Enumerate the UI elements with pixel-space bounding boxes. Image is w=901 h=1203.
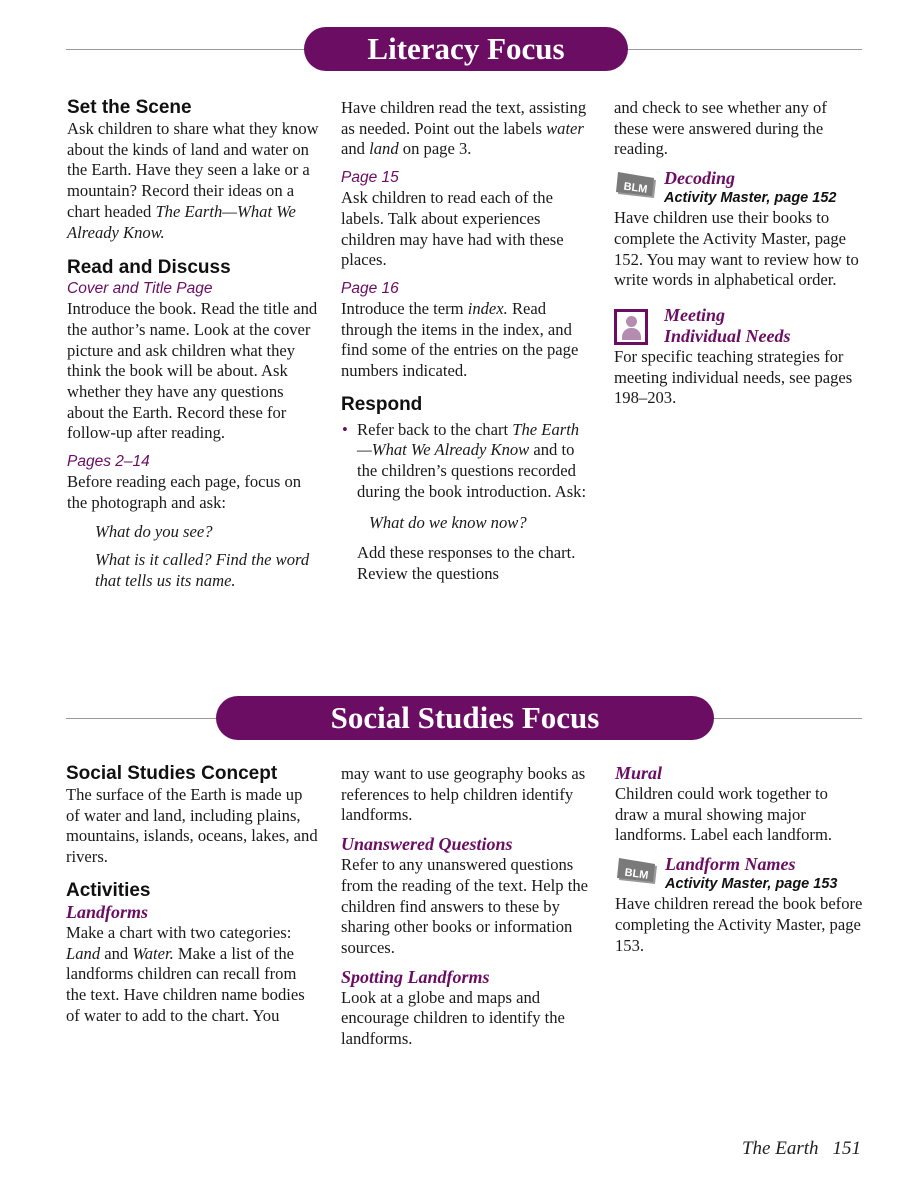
respond-b: and to the children’s questions recorded during the book introduction. Ask:: [357, 440, 587, 501]
svg-text:BLM: BLM: [622, 180, 649, 196]
page-15-subheading: Page 15: [341, 169, 399, 187]
literacy-column-3: [614, 98, 864, 409]
landforms-text: [66, 923, 318, 1027]
landforms-continued-text: may want to use geography books as references to help children identify landforms.: [341, 764, 586, 825]
term-index: index.: [467, 298, 508, 318]
respond-after-text: Add these responses to the chart. Review the questions: [357, 543, 576, 583]
respond-chart-title: The Earth—What We Already Know: [357, 419, 580, 460]
social-column-2: [341, 764, 591, 1050]
social-studies-concept-text: The surface of the Earth is made up of water and land, including plains, mountains, islands, oceans, lakes, and rivers.: [66, 785, 318, 867]
landforms-b: Make a list of the landforms children can recall from the text. Have children name bodies of water to add to the chart. You: [66, 943, 305, 1025]
landforms-a: Make a chart with two categories:: [66, 922, 292, 942]
bullet-icon: •: [342, 419, 348, 439]
category-water: Water.: [132, 943, 174, 963]
spotting-landforms-subheading: Spotting Landforms: [341, 966, 490, 987]
read-text-and: and: [341, 139, 370, 159]
unanswered-questions-subheading: Unanswered Questions: [341, 834, 513, 855]
respond-question: What do we know now?: [369, 512, 527, 532]
read-text-paragraph: [341, 98, 591, 160]
svg-text:BLM: BLM: [623, 866, 650, 882]
landform-names-heading: Landform Names: [665, 854, 796, 875]
landform-names-header: [615, 854, 865, 894]
meeting-heading-line-2: Individual Needs: [664, 325, 791, 346]
label-water: water: [546, 118, 584, 138]
pages-2-14-subheading: Pages 2–14: [67, 453, 150, 471]
page-16-subheading: Page 16: [341, 279, 399, 297]
blm-icon: [616, 170, 660, 200]
read-text-a: Have children read the text, assisting as needed. Point out the labels: [341, 98, 587, 138]
decoding-header: [614, 168, 864, 208]
set-the-scene-heading: Set the Scene: [67, 97, 192, 118]
social-studies-concept-heading: Social Studies Concept: [66, 763, 278, 784]
chart-title: The Earth—What We Already Know.: [67, 201, 296, 242]
meeting-needs-text: For specific teaching strategies for meeting individual needs, see pages 198–203.: [614, 346, 853, 408]
literacy-focus-banner: [66, 27, 862, 73]
person-icon: [614, 309, 648, 345]
literacy-focus-title: Literacy Focus: [304, 27, 628, 71]
spotting-landforms-text: Look at a globe and maps and encourage children to identify the landforms.: [341, 987, 565, 1049]
landforms-and: and: [100, 943, 133, 963]
category-land: Land: [66, 943, 101, 963]
landforms-subheading: Landforms: [66, 901, 149, 922]
cover-title-page-subheading: Cover and Title Page: [67, 280, 213, 298]
activities-heading: Activities: [66, 879, 151, 901]
respond-bullet-item: [341, 420, 591, 503]
decoding-heading: Decoding: [664, 168, 735, 189]
page-16-b: Read through the items in the index, and find some of the entries on the page numbers indicated.: [341, 298, 579, 381]
unanswered-questions-text: Refer to any unanswered questions from the reading of the text. Help the children find answers to these by sharing other books or information sources.: [341, 855, 588, 957]
literacy-column-1: [67, 97, 319, 592]
read-and-discuss-heading: Read and Discuss: [67, 257, 231, 279]
footer-book-title: The Earth: [741, 1138, 819, 1159]
blm-icon: [617, 856, 661, 886]
question-2: What is it called? Find the word that tells us its name.: [95, 550, 310, 590]
social-column-3: [615, 763, 865, 956]
page-16-a: Introduce the term: [341, 298, 468, 318]
read-text-b: on page 3.: [398, 139, 472, 159]
decoding-activity-master: Activity Master, page 152: [664, 190, 837, 207]
cover-title-page-text: Introduce the book. Read the title and the author’s name. Look at the cover picture and ask children what they think the book will be about. Ask whether they have any questions about the Earth. Record these for follow-up after reading.: [67, 299, 318, 443]
social-studies-focus-title: Social Studies Focus: [216, 696, 714, 740]
page-footer: [742, 1138, 861, 1160]
mural-text: Children could work together to draw a mural showing major landforms. Label each landform.: [615, 784, 833, 845]
social-column-1: [66, 763, 318, 1026]
respond-continued-text: and check to see whether any of these were answered during the reading.: [614, 98, 827, 159]
question-1: What do you see?: [95, 521, 213, 541]
set-the-scene-text: [67, 119, 319, 243]
set-the-scene-body: Ask children to share what they know about the kinds of land and water on the Earth. Have they seen a lake or a mountain? Record their ideas on a chart headed: [67, 119, 319, 221]
page-15-text: Ask children to read each of the labels. Talk about experiences children may have had with these places.: [341, 188, 564, 270]
respond-heading: Respond: [341, 393, 423, 415]
mural-subheading: Mural: [615, 763, 663, 783]
page-number: 151: [832, 1138, 861, 1159]
meeting-heading-line-1: Meeting: [664, 304, 725, 325]
respond-a: Refer back to the chart: [357, 419, 513, 439]
literacy-column-2: [341, 98, 591, 585]
meeting-needs-header: [614, 305, 864, 347]
landform-names-activity-master: Activity Master, page 153: [665, 876, 838, 893]
landform-names-text: Have children reread the book before completing the Activity Master, page 153.: [615, 894, 863, 955]
pages-2-14-text: Before reading each page, focus on the photograph and ask:: [67, 472, 302, 512]
label-land: land: [369, 139, 399, 159]
social-studies-focus-banner: [66, 696, 862, 742]
decoding-text: Have children use their books to complete the Activity Master, page 152. You may want to review how to write words in alphabetical order.: [614, 208, 859, 290]
page-16-text: [341, 299, 591, 382]
